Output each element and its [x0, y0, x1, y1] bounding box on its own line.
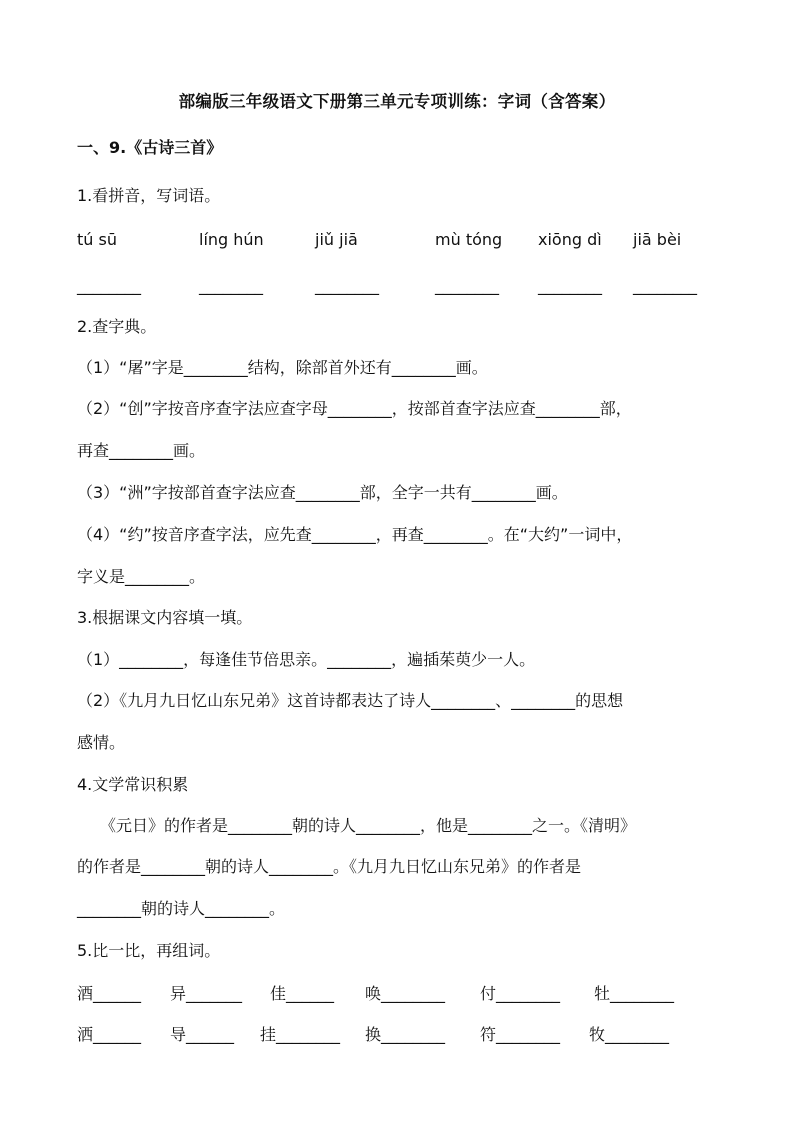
question-3-line-1: （1）________，每逢佳节倍思亲。________，遍插茱萸少一人。	[77, 650, 536, 669]
question-5-heading: 5.比一比，再组词。	[77, 941, 221, 960]
answer-blank[interactable]: ________	[538, 276, 602, 295]
question-4-line-1: 《元日》的作者是________朝的诗人________，他是________之一。《清明》	[100, 816, 637, 835]
compare-word: 酒______	[77, 984, 142, 1003]
pinyin-1: tú sū	[77, 230, 117, 249]
answer-blank[interactable]: ________	[435, 276, 499, 295]
answer-blank[interactable]: ________	[199, 276, 263, 295]
question-3-line-2-cont: 感情。	[77, 733, 126, 752]
question-2-line-4: （4）“约”按音序查字法，应先查________，再查________。在“大约”一词中，	[77, 525, 633, 544]
answer-blank[interactable]: ________	[315, 276, 379, 295]
question-2-heading: 2.查字典。	[77, 317, 157, 336]
section-heading: 一、9.《古诗三首》	[77, 138, 223, 157]
compare-word: 洒______	[77, 1025, 142, 1044]
question-4-line-2: 的作者是________朝的诗人________。《九月九日忆山东兄弟》的作者是	[77, 857, 582, 876]
compare-word: 异_______	[170, 984, 243, 1003]
compare-word: 唤________	[365, 984, 446, 1003]
question-2-line-3: （3）“洲”字按部首查字法应查________部，全字一共有________画。	[77, 483, 568, 502]
question-2-line-1: （1）“屠”字是________结构，除部首外还有________画。	[77, 358, 488, 377]
compare-word: 牧________	[589, 1025, 670, 1044]
pinyin-4: mù tóng	[435, 230, 503, 249]
question-2-line-4-cont: 字义是________。	[77, 567, 206, 586]
question-3-line-2: （2）《九月九日忆山东兄弟》这首诗都表达了诗人________、________的思想	[77, 691, 624, 710]
compare-word: 佳______	[270, 984, 335, 1003]
question-1-heading: 1.看拼音，写词语。	[77, 186, 221, 205]
compare-word: 导______	[170, 1025, 235, 1044]
question-4-line-3: ________朝的诗人________。	[77, 899, 286, 918]
pinyin-5: xiōng dì	[538, 230, 602, 249]
answer-blank[interactable]: ________	[77, 276, 141, 295]
question-3-heading: 3.根据课文内容填一填。	[77, 608, 253, 627]
question-4-heading: 4.文学常识积累	[77, 775, 189, 794]
pinyin-2: líng hún	[199, 230, 264, 249]
page-title: 部编版三年级语文下册第三单元专项训练：字词（含答案）	[178, 92, 616, 111]
pinyin-3: jiǔ jiā	[315, 230, 358, 249]
answer-blank[interactable]: ________	[633, 276, 697, 295]
compare-word: 符________	[480, 1025, 561, 1044]
compare-word: 付________	[480, 984, 561, 1003]
pinyin-6: jiā bèi	[633, 230, 682, 249]
question-2-line-2-cont: 再查________画。	[77, 441, 206, 460]
question-2-line-2: （2）“创”字按音序查字法应查字母________，按部首查字法应查________部，	[77, 399, 632, 418]
compare-word: 换________	[365, 1025, 446, 1044]
compare-word: 挂________	[260, 1025, 341, 1044]
compare-word: 牡________	[594, 984, 675, 1003]
